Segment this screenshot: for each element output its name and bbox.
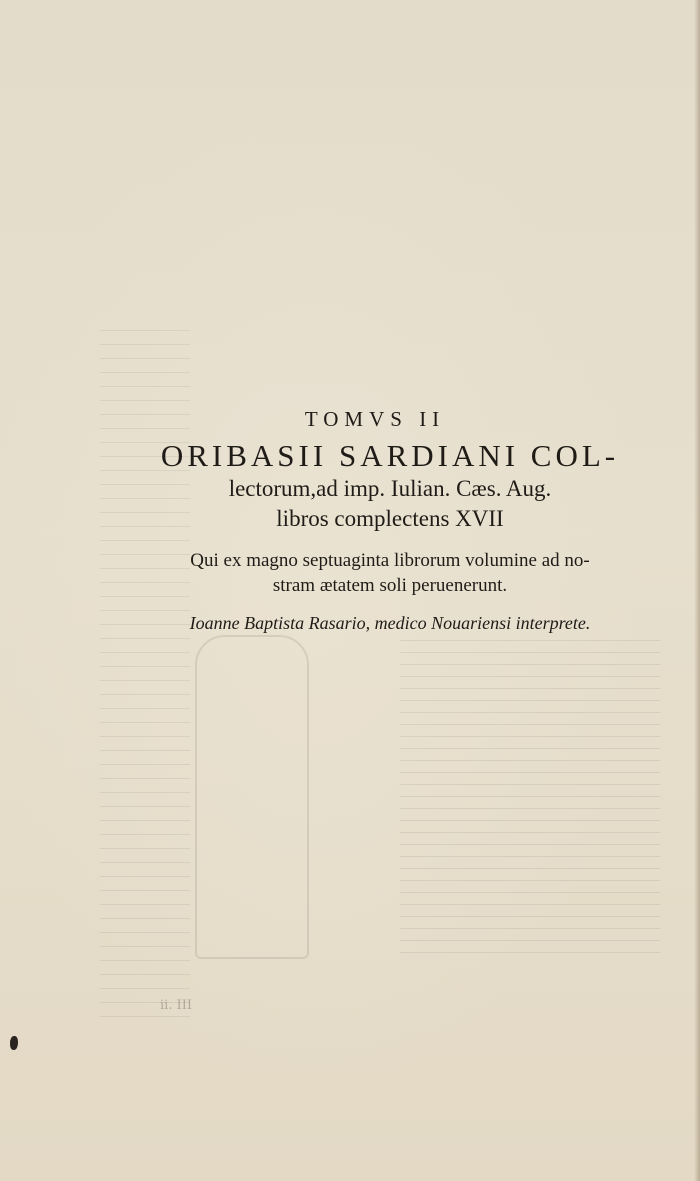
title-line-1: ORIBASII SARDIANI COL- xyxy=(160,438,620,473)
bleed-through-text-right xyxy=(400,640,660,960)
page-edge-shadow xyxy=(694,0,700,1181)
bleed-through-figure xyxy=(195,635,309,959)
title-block xyxy=(140,404,640,636)
description-line-2: stram ætatem soli peruenerunt. xyxy=(272,575,508,596)
description-line-1: Qui ex magno septuaginta librorum volumine ad no- xyxy=(190,550,590,571)
bleed-through-mark: ii. III xyxy=(160,998,192,1013)
interpreter-credit: Ioanne Baptista Rasario, medico Nouariensi interprete. xyxy=(189,613,591,633)
ink-blot xyxy=(10,1036,18,1050)
title-line-3: libros complectens XVII xyxy=(276,506,504,531)
volume-label: TOMVS II xyxy=(304,407,446,431)
title-line-2: lectorum,ad imp. Iulian. Cæs. Aug. xyxy=(228,476,552,501)
